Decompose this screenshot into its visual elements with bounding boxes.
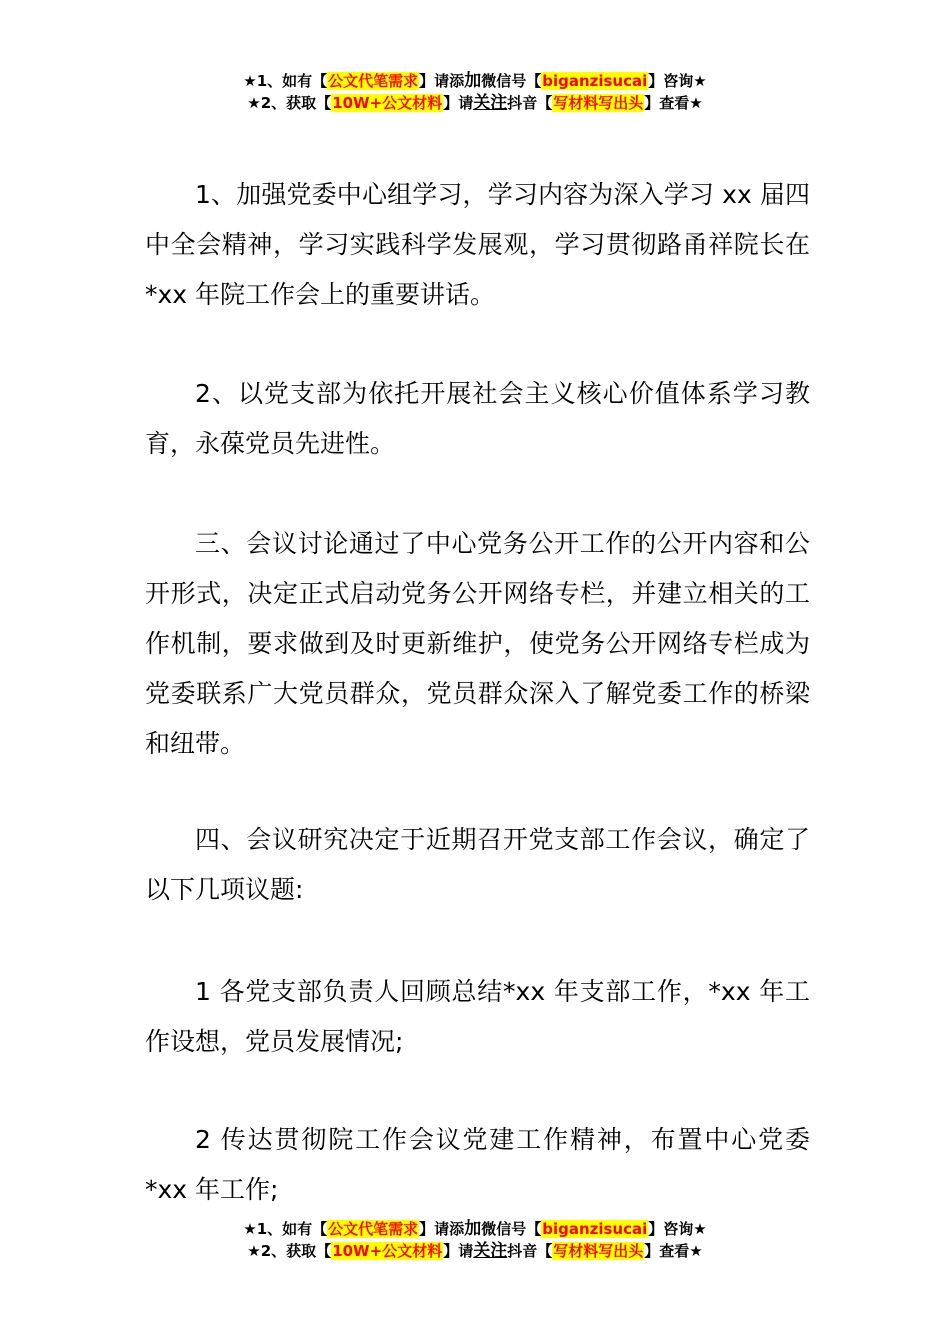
paragraph-1: 1、加强党委中心组学习，学习内容为深入学习 xx 届四中全会精神，学习实践科学发展观，学习贯彻路甬祥院长在*xx 年院工作会上的重要讲话。 (145, 180, 810, 309)
highlight-service: 公文代笔需求 (328, 72, 419, 90)
top-banner (0, 70, 950, 114)
highlight-douyin-account: 写材料写出头 (553, 94, 644, 112)
paragraph-3: 三、会议讨论通过了中心党务公开工作的公开内容和公开形式，决定正式启动党务公开网络专栏，并建立相关的工作机制，要求做到及时更新维护，使党务公开网络专栏成为党委联系广大党员群众，党员群众深入了解党委工作的桥梁和纽带。 (145, 529, 810, 758)
paragraph-2: 2、以党支部为依托开展社会主义核心价值体系学习教育，永葆党员先进性。 (145, 379, 810, 458)
banner-line-2: ★2、获取【10W+公文材料】请关注抖音【写材料写出头】查看★ (247, 1241, 703, 1261)
highlight-materials: 10W+公文材料 (332, 94, 443, 112)
bottom-banner (0, 1218, 950, 1262)
highlight-wechat-id: biganzisucai (542, 1220, 648, 1238)
highlight-materials: 10W+公文材料 (332, 1242, 443, 1260)
banner-line-1: ★1、如有【公文代笔需求】请添加微信号【biganzisucai】咨询★ (243, 71, 707, 91)
paragraph-4: 四、会议研究决定于近期召开党支部工作会议，确定了以下几项议题: (145, 825, 810, 904)
paragraph-6: 2 传达贯彻院工作会议党建工作精神，布置中心党委*xx 年工作; (145, 1125, 810, 1204)
banner-line-2: ★2、获取【10W+公文材料】请关注抖音【写材料写出头】查看★ (247, 93, 703, 113)
highlight-douyin-account: 写材料写出头 (553, 1242, 644, 1260)
highlight-wechat-id: biganzisucai (542, 72, 648, 90)
highlight-service: 公文代笔需求 (328, 1220, 419, 1238)
banner-line-1: ★1、如有【公文代笔需求】请添加微信号【biganzisucai】咨询★ (243, 1219, 707, 1239)
paragraph-5: 1 各党支部负责人回顾总结*xx 年支部工作，*xx 年工作设想，党员发展情况; (145, 977, 810, 1056)
